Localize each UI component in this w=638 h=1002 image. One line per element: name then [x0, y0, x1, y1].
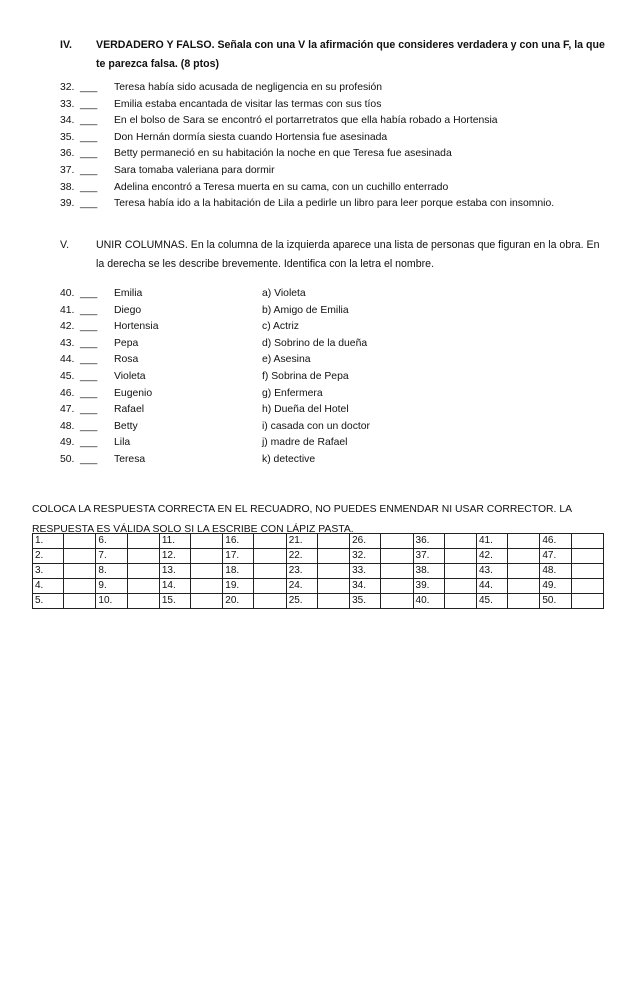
- answer-row: [33, 564, 604, 579]
- answer-number-cell: 42.: [476, 549, 507, 564]
- answer-box[interactable]: [508, 564, 540, 579]
- answer-blank[interactable]: ___: [80, 82, 98, 93]
- answer-box[interactable]: [571, 564, 603, 579]
- statement-text: Sara tomaba valeriana para dormir: [114, 164, 275, 176]
- statement-text: Betty permaneció en su habitación la noche en que Teresa fue asesinada: [114, 148, 452, 160]
- answer-row: [33, 549, 604, 564]
- answer-box[interactable]: [508, 579, 540, 594]
- character-description: b) Amigo de Emilia: [262, 304, 349, 316]
- answer-number-cell: 20.: [223, 594, 254, 609]
- match-item: [60, 452, 620, 469]
- answer-number-cell: 45.: [476, 594, 507, 609]
- answer-number-cell: 18.: [223, 564, 254, 579]
- true-false-list: [60, 80, 620, 213]
- answer-number-cell: 48.: [540, 564, 571, 579]
- answer-box[interactable]: [381, 564, 413, 579]
- answer-number-cell: 34.: [350, 579, 381, 594]
- answer-blank[interactable]: ___: [80, 131, 98, 143]
- answer-box[interactable]: [508, 534, 540, 549]
- statement-text: Emilia estaba encantada de visitar las termas con sus tíos: [114, 98, 382, 110]
- answer-box[interactable]: [444, 564, 476, 579]
- answer-blank[interactable]: ___: [80, 370, 98, 382]
- answer-number-cell: 46.: [540, 534, 571, 549]
- item-number: 33.: [60, 98, 75, 110]
- answer-box[interactable]: [254, 579, 286, 594]
- match-item: [60, 419, 620, 436]
- tf-item: [60, 80, 620, 97]
- match-item: [60, 435, 620, 452]
- item-number: 40.: [60, 288, 75, 299]
- tf-item: [60, 97, 620, 114]
- answer-number-cell: 50.: [540, 594, 571, 609]
- answer-number-cell: 40.: [413, 594, 444, 609]
- answer-box[interactable]: [254, 594, 286, 609]
- answer-blank[interactable]: ___: [80, 164, 98, 176]
- answer-box[interactable]: [381, 534, 413, 549]
- answer-blank[interactable]: ___: [80, 337, 98, 349]
- item-number: 38.: [60, 181, 75, 193]
- answer-number-cell: 17.: [223, 549, 254, 564]
- answer-box[interactable]: [191, 564, 223, 579]
- statement-text: Adelina encontró a Teresa muerta en su cama, con un cuchillo enterrado: [114, 181, 449, 193]
- answer-box[interactable]: [508, 549, 540, 564]
- match-item: [60, 402, 620, 419]
- item-number: 43.: [60, 337, 75, 349]
- tf-item: [60, 180, 620, 197]
- answer-box[interactable]: [571, 534, 603, 549]
- answer-blank[interactable]: ___: [80, 354, 98, 366]
- match-item: [60, 303, 620, 320]
- answer-box[interactable]: [64, 549, 96, 564]
- answer-number-cell: 36.: [413, 534, 444, 549]
- answer-number-cell: 8.: [96, 564, 127, 579]
- answer-blank[interactable]: ___: [80, 198, 98, 210]
- character-name: Rafael: [114, 404, 145, 416]
- answer-number-cell: 22.: [286, 549, 317, 564]
- answer-number-cell: 10.: [96, 594, 127, 609]
- section-iv-number: IV.: [60, 39, 72, 51]
- answer-box[interactable]: [444, 579, 476, 594]
- answer-box[interactable]: [444, 534, 476, 549]
- answer-number-cell: 2.: [33, 549, 64, 564]
- answer-box[interactable]: [381, 594, 413, 609]
- item-number: 35.: [60, 131, 75, 143]
- character-name: Betty: [114, 420, 138, 432]
- character-description: e) Asesina: [262, 354, 311, 366]
- section-v-number: V.: [60, 239, 70, 251]
- answer-box[interactable]: [127, 594, 159, 609]
- answer-blank[interactable]: ___: [80, 387, 98, 399]
- item-number: 44.: [60, 354, 75, 366]
- match-item: [60, 369, 620, 386]
- item-number: 49.: [60, 437, 75, 449]
- item-number: 45.: [60, 370, 75, 382]
- tf-item: [60, 146, 620, 163]
- answer-box[interactable]: [317, 594, 349, 609]
- answer-number-cell: 44.: [476, 579, 507, 594]
- statement-text: Teresa había sido acusada de negligencia en su profesión: [114, 82, 383, 93]
- answer-box[interactable]: [127, 549, 159, 564]
- character-description: k) detective: [262, 453, 316, 465]
- item-number: 32.: [60, 82, 75, 93]
- item-number: 42.: [60, 321, 75, 333]
- answer-number-cell: 24.: [286, 579, 317, 594]
- answer-box[interactable]: [254, 549, 286, 564]
- answer-box[interactable]: [571, 579, 603, 594]
- character-description: c) Actriz: [262, 321, 299, 333]
- answer-number-cell: 32.: [350, 549, 381, 564]
- answer-box[interactable]: [64, 534, 96, 549]
- answer-box[interactable]: [191, 594, 223, 609]
- answer-box[interactable]: [127, 534, 159, 549]
- item-number: 47.: [60, 404, 75, 416]
- answer-number-cell: 16.: [223, 534, 254, 549]
- character-description: d) Sobrino de la dueña: [262, 337, 368, 349]
- answer-number-cell: 12.: [159, 549, 190, 564]
- tf-item: [60, 130, 620, 147]
- answer-box[interactable]: [317, 579, 349, 594]
- match-item: [60, 352, 620, 369]
- item-number: 39.: [60, 198, 75, 210]
- answer-blank[interactable]: ___: [80, 321, 98, 333]
- match-item: [60, 386, 620, 403]
- answer-blank[interactable]: ___: [80, 304, 98, 316]
- character-description: i) casada con un doctor: [262, 420, 371, 432]
- answer-number-cell: 3.: [33, 564, 64, 579]
- answer-number-cell: 25.: [286, 594, 317, 609]
- section-iv-title: VERDADERO Y FALSO. Señala con una V la afirmación que consideres verdadera y con una F, la que te parezca falsa. (8 ptos): [96, 39, 605, 70]
- character-description: g) Enfermera: [262, 387, 323, 399]
- answer-box[interactable]: [317, 564, 349, 579]
- answer-blank[interactable]: ___: [80, 148, 98, 160]
- answer-number-cell: 43.: [476, 564, 507, 579]
- match-item: [60, 286, 620, 303]
- answer-number-cell: 15.: [159, 594, 190, 609]
- character-name: Teresa: [114, 453, 146, 465]
- match-item: [60, 336, 620, 353]
- item-number: 34.: [60, 115, 75, 127]
- answer-box[interactable]: [191, 549, 223, 564]
- answer-row: [33, 594, 604, 609]
- answer-blank[interactable]: ___: [80, 453, 98, 465]
- item-number: 46.: [60, 387, 75, 399]
- tf-item: [60, 163, 620, 180]
- answer-row: [33, 534, 604, 549]
- item-number: 36.: [60, 148, 75, 160]
- answer-box[interactable]: [64, 564, 96, 579]
- answer-box[interactable]: [127, 564, 159, 579]
- answer-box[interactable]: [191, 534, 223, 549]
- answer-box[interactable]: [381, 579, 413, 594]
- answer-number-cell: 35.: [350, 594, 381, 609]
- answer-blank[interactable]: ___: [80, 437, 98, 449]
- answer-box[interactable]: [254, 564, 286, 579]
- answer-box[interactable]: [381, 549, 413, 564]
- statement-text: Teresa había ido a la habitación de Lila a pedirle un libro para leer porque estaba con insomnio.: [114, 198, 555, 210]
- answer-blank[interactable]: ___: [80, 181, 98, 193]
- answer-box[interactable]: [571, 549, 603, 564]
- answer-number-cell: 37.: [413, 549, 444, 564]
- answer-number-cell: 7.: [96, 549, 127, 564]
- item-number: 37.: [60, 164, 75, 176]
- character-description: h) Dueña del Hotel: [262, 404, 349, 416]
- answer-number-cell: 38.: [413, 564, 444, 579]
- answer-number-cell: 33.: [350, 564, 381, 579]
- answer-box[interactable]: [317, 549, 349, 564]
- answer-number-cell: 13.: [159, 564, 190, 579]
- tf-item: [60, 196, 620, 213]
- item-number: 41.: [60, 304, 75, 316]
- answer-number-cell: 14.: [159, 579, 190, 594]
- answer-number-cell: 23.: [286, 564, 317, 579]
- answer-number-cell: 49.: [540, 579, 571, 594]
- answer-box[interactable]: [254, 534, 286, 549]
- character-name: Eugenio: [114, 387, 153, 399]
- answer-number-cell: 47.: [540, 549, 571, 564]
- answer-number-cell: 19.: [223, 579, 254, 594]
- match-item: [60, 319, 620, 336]
- answer-blank[interactable]: ___: [80, 115, 98, 127]
- answer-box[interactable]: [191, 579, 223, 594]
- answer-instructions: COLOCA LA RESPUESTA CORRECTA EN EL RECUADRO, NO PUEDES ENMENDAR NI USAR CORRECTOR. LA RESPUESTA ES VÁLIDA SOLO SI LA ESCRIBE CON LÁPIZ PASTA.: [32, 504, 572, 535]
- character-name: Diego: [114, 304, 142, 316]
- answer-grid: [32, 533, 604, 609]
- item-number: 50.: [60, 453, 75, 465]
- answer-number-cell: 41.: [476, 534, 507, 549]
- answer-blank[interactable]: ___: [80, 288, 98, 299]
- answer-number-cell: 39.: [413, 579, 444, 594]
- answer-box[interactable]: [127, 579, 159, 594]
- answer-number-cell: 1.: [33, 534, 64, 549]
- answer-box[interactable]: [508, 594, 540, 609]
- answer-box[interactable]: [64, 594, 96, 609]
- character-description: f) Sobrina de Pepa: [262, 370, 349, 382]
- character-name: Lila: [114, 437, 131, 449]
- answer-number-cell: 26.: [350, 534, 381, 549]
- character-description: a) Violeta: [262, 288, 306, 299]
- character-name: Pepa: [114, 337, 139, 349]
- tf-item: [60, 113, 620, 130]
- section-v-title: UNIR COLUMNAS. En la columna de la izquierda aparece una lista de personas que figuran en la obra. En la derecha se les describe brevemente. Identifica con la letra el nombre.: [96, 239, 600, 270]
- answer-number-cell: 4.: [33, 579, 64, 594]
- answer-box[interactable]: [317, 534, 349, 549]
- answer-box[interactable]: [571, 594, 603, 609]
- character-name: Rosa: [114, 354, 139, 366]
- character-name: Hortensia: [114, 321, 159, 333]
- answer-blank[interactable]: ___: [80, 420, 98, 432]
- answer-box[interactable]: [444, 549, 476, 564]
- answer-blank[interactable]: ___: [80, 98, 98, 110]
- answer-number-cell: 9.: [96, 579, 127, 594]
- statement-text: Don Hernán dormía siesta cuando Hortensia fue asesinada: [114, 131, 388, 143]
- match-columns-list: [60, 286, 620, 469]
- answer-number-cell: 11.: [159, 534, 190, 549]
- item-number: 48.: [60, 420, 75, 432]
- statement-text: En el bolso de Sara se encontró el portarretratos que ella había robado a Hortensia: [114, 115, 498, 127]
- answer-box[interactable]: [64, 579, 96, 594]
- answer-number-cell: 6.: [96, 534, 127, 549]
- answer-blank[interactable]: ___: [80, 404, 98, 416]
- answer-row: [33, 579, 604, 594]
- answer-number-cell: 5.: [33, 594, 64, 609]
- character-description: j) madre de Rafael: [262, 437, 348, 449]
- character-name: Emilia: [114, 288, 143, 299]
- answer-number-cell: 21.: [286, 534, 317, 549]
- character-name: Violeta: [114, 370, 146, 382]
- answer-box[interactable]: [444, 594, 476, 609]
